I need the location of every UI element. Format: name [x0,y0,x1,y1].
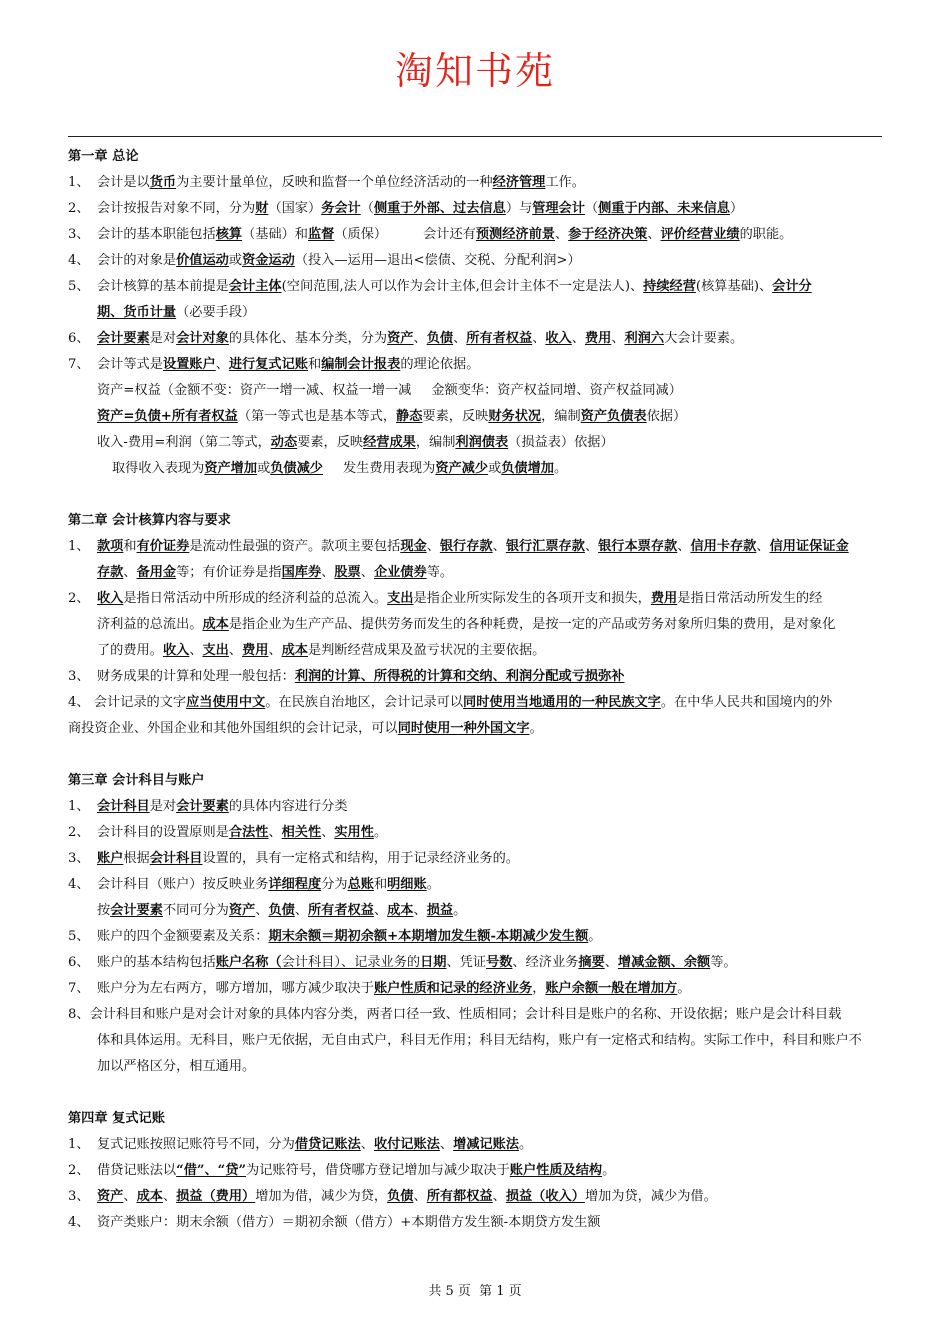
ch3-item-8: 8、会计科目和账户是对会计对象的具体内容分类，两者口径一致、性质相同；会计科目是账户的名称、开设依据；账户是会计科目载 [68,1007,842,1022]
ch1-item-7: 7、 会计等式是设置账户、进行复式记账和编制会计报表的理论依据。 [68,357,480,372]
ch3-item-1: 1、 会计科目是对会计要素的具体内容进行分类 [68,799,348,814]
ch1-item-2: 2、 会计按报告对象不同，分为财（国家）务会计（侧重于外部、过去信息）与管理会计（侧重于内部、未来信息） [68,201,744,216]
ch2-item-2: 2、 收入是指日常活动中所形成的经济利益的总流入。支出是指企业所实际发生的各项开支和损失，费用是指日常活动所发生的经 [68,591,823,606]
ch1-item-7-sub-c: 收入-费用=利润（第二等式，动态要素，反映经营成果，编制利润债表（损益表）依据） [97,435,614,450]
ch3-item-7: 7、 账户分为左右两方，哪方增加，哪方减少取决于账户性质和记录的经济业务，账户余额一般在增加方。 [68,981,691,996]
ch3-item-5: 5、 账户的四个金额要素及关系：期末余额＝期初余额+本期增加发生额-本期减少发生额。 [68,929,602,944]
ch1-item-7-sub-d: 取得收入表现为资产增加或负债减少 发生费用表现为资产减少或负债增加。 [112,461,568,476]
header-rule [68,136,882,137]
ch2-item-1-cont: 存款、备用金等；有价证券是指国库券、股票、企业债券等。 [97,565,454,580]
ch1-item-1: 1、 会计是以货币为主要计量单位，反映和监督一个单位经济活动的一种经济管理工作。 [68,175,585,190]
ch2-item-4: 4、 会计记录的文字应当使用中文。在民族自治地区，会计记录可以同时使用当地通用的一种民族文字。在中华人民共和国境内的外 [68,695,833,710]
chapter-4-title: 第四章 复式记账 [68,1111,165,1126]
ch2-item-3: 3、 财务成果的计算和处理一般包括：利润的计算、所得税的计算和交纳、利润分配或亏损弥补 [68,669,625,684]
ch3-item-2: 2、 会计科目的设置原则是合法性、相关性、实用性。 [68,825,388,840]
ch3-item-8-cont-1: 体和具体运用。无科目，账户无依据，无自由式户，科目无作用；科目无结构，账户有一定格式和结构。实际工作中，科目和账户不 [97,1033,862,1048]
ch4-item-2: 2、 借贷记账法以“借”、“贷”为记账符号，借贷哪方登记增加与减少取决于账户性质及结构。 [68,1163,616,1178]
ch1-item-7-sub-a: 资产=权益（金额不变：资产一增一减、权益一增一减 金额变华：资产权益同增、资产权益同减） [97,383,682,398]
brand-title: 淘知书苑 [394,49,555,93]
ch3-item-6: 6、 账户的基本结构包括账户名称（会计科目）、记录业务的日期、凭证号数、经济业务摘要、增减金额、余额等。 [68,955,737,970]
ch2-item-4-cont: 商投资企业、外国企业和其他外国组织的会计记录，可以同时使用一种外国文字。 [68,721,543,736]
chapter-2-title: 第二章 会计核算内容与要求 [68,513,231,528]
ch1-item-3: 3、 会计的基本职能包括核算（基础）和监督（质保） 会计还有预测经济前景、参于经济决策、评价经营业绩的职能。 [68,227,793,242]
ch3-item-4-cont: 按会计要素不同可分为资产、负债、所有者权益、成本、损益。 [97,903,467,918]
chapter-1-title: 第一章 总论 [68,149,139,164]
page-total: 共 5 页 [428,1284,471,1299]
page-footer [0,1280,950,1299]
page-current: 第 1 页 [479,1284,522,1299]
ch2-item-1: 1、 款项和有价证券是流动性最强的资产。款项主要包括现金、银行存款、银行汇票存款、银行本票存款、信用卡存款、信用证保证金 [68,539,849,554]
ch1-item-5: 5、 会计核算的基本前提是会计主体(空间范围,法人可以作为会计主体,但会计主体不一定是法人)、持续经营(核算基础)、会计分 [68,279,812,294]
ch1-item-7-sub-b: 资产=负债+所有者权益（第一等式也是基本等式，静态要素，反映财务状况，编制资产负债表依据） [97,409,687,424]
ch3-item-8-cont-2: 加以严格区分，相互通用。 [97,1059,256,1074]
ch1-item-5-cont: 期、货币计量（必要手段） [97,305,256,320]
ch4-item-1: 1、 复式记账按照记账符号不同，分为借贷记账法、收付记账法、增减记账法。 [68,1137,533,1152]
ch1-item-4: 4、 会计的对象是价值运动或资金运动（投入—运用—退出<偿债、交税、分配利润>） [68,253,581,268]
ch4-item-3: 3、 资产、成本、损益（费用）增加为借，减少为贷，负债、所有都权益、损益（收入）增加为贷，减少为借。 [68,1189,717,1204]
chapter-3-title: 第三章 会计科目与账户 [68,773,205,788]
ch1-item-6: 6、 会计要素是对会计对象的具体化、基本分类，分为资产、负债、所有者权益、收入、费用、利润六大会计要素。 [68,331,744,346]
document-body [68,144,882,1236]
ch3-item-4: 4、 会计科目（账户）按反映业务详细程度分为总账和明细账。 [68,877,440,892]
ch2-item-2-cont-1: 济利益的总流出。成本是指企业为生产产品、提供劳务而发生的各种耗费，是按一定的产品或劳务对象所归集的费用，是对象化 [97,617,836,632]
ch2-item-2-cont-2: 了的费用。收入、支出、费用、成本是判断经营成果及盈亏状况的主要依据。 [97,643,546,658]
ch4-item-4: 4、 资产类账户：期末余额（借方）＝期初余额（借方）+本期借方发生额-本期贷方发生额 [68,1215,601,1230]
ch3-item-3: 3、 账户根据会计科目设置的，具有一定格式和结构，用于记录经济业务的。 [68,851,519,866]
